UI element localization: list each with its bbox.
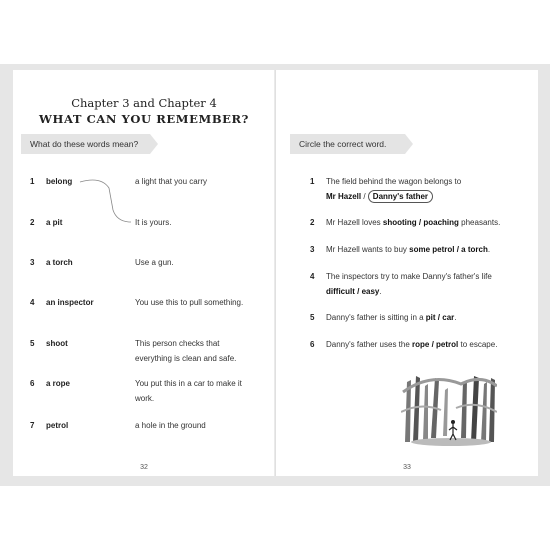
option-word[interactable]: easy — [361, 287, 380, 296]
option-word[interactable]: some petrol — [409, 245, 455, 254]
chapter-title: Chapter 3 and Chapter 4 — [71, 96, 217, 110]
match-word: a rope — [46, 379, 71, 388]
forest-illustration — [401, 372, 497, 446]
match-meaning: You use this to pull something. — [135, 298, 244, 307]
option-word[interactable]: rope — [412, 340, 430, 349]
option-word[interactable]: car — [442, 313, 455, 322]
match-word: shoot — [46, 339, 68, 348]
option-word[interactable]: poaching — [423, 218, 459, 227]
option-word[interactable]: shooting — [382, 218, 417, 227]
match-meaning: This person checks that everything is clean and safe. — [135, 339, 237, 363]
option-word[interactable]: difficult — [326, 287, 355, 296]
instruction-tab: Circle the correct word. — [290, 134, 405, 154]
option-word[interactable]: a torch — [461, 245, 488, 254]
match-word: a pit — [46, 218, 63, 227]
right-page: Circle the correct word. 1 The field behind the wagon belongs to Mr Hazell / Danny's father 2 Mr Hazell loves shooting / poaching pheasants. 3 Mr Hazell wants to buy some petrol / a torch. 4 The inspectors try to make Danny's father's life difficult / easy. 5 Danny's father is sitting in a pit / car. 6 Danny's father uses the rope / petrol to escape. 33 — [276, 70, 538, 476]
option-word[interactable]: pit — [425, 313, 436, 322]
match-meaning: a light that you carry — [135, 177, 208, 186]
section-title: WHAT CAN YOU REMEMBER? — [38, 112, 249, 126]
circled-option[interactable]: Danny's father — [368, 190, 433, 203]
match-word: a torch — [46, 258, 73, 267]
left-page: Chapter 3 and Chapter 4 WHAT CAN YOU REMEMBER? What do these words mean? 1 belong a light that you carry 2 a pit It is yours. 3 a torch Use a gun. 4 an inspector You use this to pull something. 5 shoot This person checks that everything is clean and safe. 6 a rope You put this in a car to make it work. 7 petrol a hole in the ground 32 — [13, 70, 275, 476]
match-meaning: You put this in a car to make it work. — [135, 379, 242, 403]
match-meaning: It is yours. — [135, 218, 172, 227]
match-meaning: a hole in the ground — [135, 421, 206, 430]
instruction-tab: What do these words mean? — [21, 134, 150, 154]
match-connector-line — [13, 70, 275, 476]
option-word[interactable]: Mr Hazell — [326, 192, 362, 201]
match-word: an inspector — [46, 298, 94, 307]
page-number: 33 — [403, 464, 411, 471]
option-word[interactable]: petrol — [436, 340, 459, 349]
page-number: 32 — [140, 464, 148, 471]
match-word: belong — [46, 177, 73, 186]
match-meaning: Use a gun. — [135, 258, 174, 267]
match-word: petrol — [46, 421, 69, 430]
